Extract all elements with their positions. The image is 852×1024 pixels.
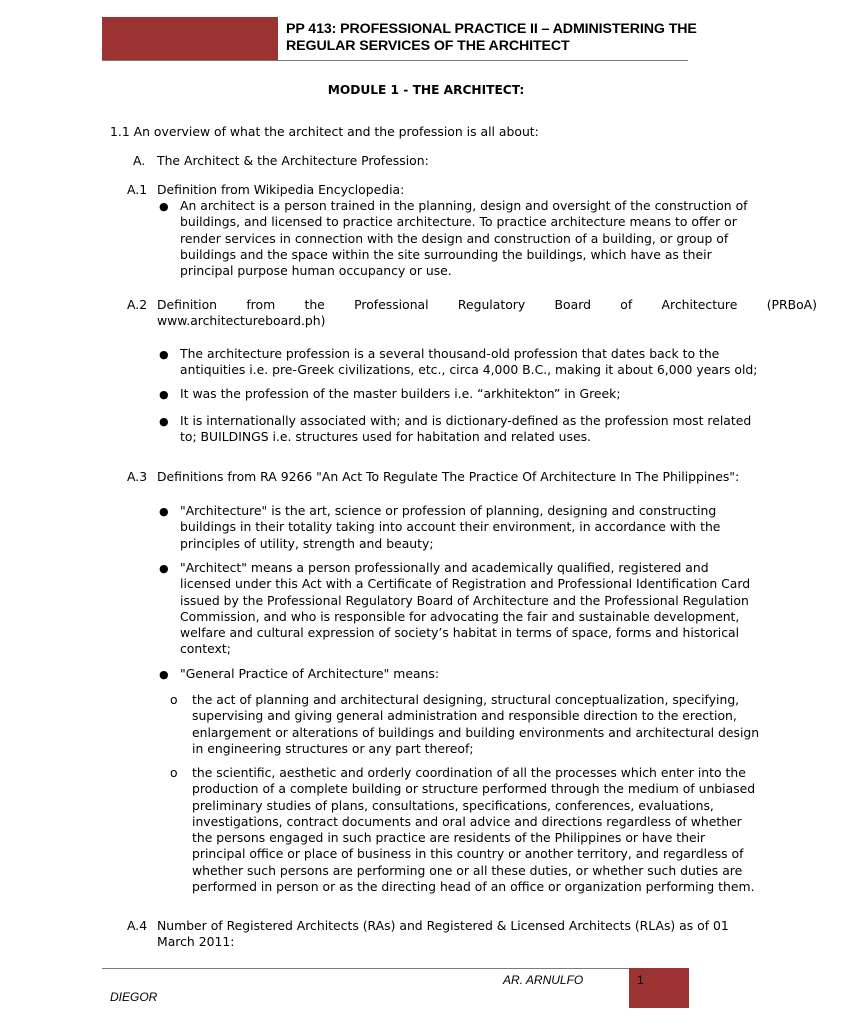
a1-label: A.1 bbox=[127, 182, 148, 197]
section-1-1-heading: 1.1 An overview of what the architect and the profession is all about: bbox=[110, 124, 539, 139]
word: Professional bbox=[354, 297, 429, 312]
sub-bullet-marker: o bbox=[170, 765, 178, 780]
bullet-icon: ● bbox=[159, 505, 169, 518]
a3-sub-bullet-1 bbox=[192, 692, 759, 757]
word: Board bbox=[554, 297, 591, 312]
text-line: An architect is a person trained in the planning, design and oversight of the construction of bbox=[180, 198, 748, 213]
bullet-icon: ● bbox=[159, 388, 169, 401]
a4-label: A.4 bbox=[127, 918, 148, 933]
text-line: the scientific, aesthetic and orderly coordination of all the processes which enter into the bbox=[192, 765, 746, 780]
course-title-line-2: REGULAR SERVICES OF THE ARCHITECT bbox=[286, 38, 570, 54]
bullet-icon: ● bbox=[159, 415, 169, 428]
course-title bbox=[286, 21, 706, 55]
text-line: The architecture profession is a several thousand-old profession that dates back to the bbox=[180, 346, 720, 361]
text-line: enlargement or alterations of buildings and building environments and architectural design bbox=[192, 724, 760, 740]
text-line: context; bbox=[180, 641, 231, 657]
word: Regulatory bbox=[457, 297, 526, 312]
page-number: 1 bbox=[637, 973, 644, 987]
header-divider bbox=[102, 60, 688, 61]
footer-divider bbox=[102, 968, 688, 969]
bullet-icon: ● bbox=[159, 562, 169, 575]
text-line: supervising and giving general administration and responsible direction to the erection, bbox=[192, 708, 737, 724]
word: (PRBoA) bbox=[766, 297, 817, 312]
a3-sub-bullet-2 bbox=[192, 765, 755, 895]
module-title: MODULE 1 - THE ARCHITECT: bbox=[327, 83, 525, 97]
text-line: buildings and the space within the site surrounding the buildings, which have as their bbox=[180, 246, 712, 262]
text-line: Number of Registered Architects (RAs) and Registered & Licensed Architects (RLAs) as of 01 bbox=[157, 918, 729, 933]
footer-author-right: AR. ARNULFO bbox=[503, 973, 584, 987]
text-line: antiquities i.e. pre-Greek civilizations, etc., circa 4,000 B.C., making it about 6,000 years old; bbox=[180, 362, 758, 378]
text-line: "Architect" means a person professionally and academically qualified, registered and bbox=[180, 560, 709, 575]
text-line: March 2011: bbox=[157, 934, 235, 950]
word: the bbox=[304, 297, 325, 312]
text-line: to; BUILDINGS i.e. structures used for habitation and related uses. bbox=[180, 429, 591, 445]
sub-a-heading: The Architect & the Architecture Profession: bbox=[157, 153, 429, 168]
a1-bullet-text bbox=[180, 198, 748, 279]
text-line: principal purpose human occupancy or use. bbox=[180, 263, 452, 279]
text-line: It is internationally associated with; and is dictionary-defined as the profession most related bbox=[180, 413, 752, 428]
a3-bullet-architect bbox=[180, 560, 750, 658]
a2-bullet-1 bbox=[180, 346, 757, 379]
word: Definition bbox=[157, 297, 217, 312]
a4-text bbox=[157, 918, 729, 951]
a3-heading: Definitions from RA 9266 "An Act To Regulate The Practice Of Architecture In The Philippines": bbox=[157, 469, 740, 484]
text-line: whether such persons are performing one or all these duties, or whether such duties are bbox=[192, 862, 743, 878]
a2-heading-line-2: www.architectureboard.ph) bbox=[157, 313, 326, 328]
text-line: buildings, and licensed to practice architecture. To practice architecture means to offer or bbox=[180, 214, 737, 230]
header-color-block bbox=[102, 17, 278, 60]
a3-label: A.3 bbox=[127, 469, 148, 484]
footer-author-left: DIEGOR bbox=[110, 990, 158, 1004]
text-line: welfare and cultural expression of society’s habitat in terms of space, forms and historical bbox=[180, 625, 740, 641]
a2-bullet-3 bbox=[180, 413, 751, 446]
a3-bullet-general-practice: "General Practice of Architecture" means: bbox=[180, 666, 440, 681]
text-line: in engineering structures or any part thereof; bbox=[192, 740, 474, 756]
text-line: issued by the Professional Regulatory Board of Architecture and the Professional Regulation bbox=[180, 592, 749, 608]
a3-bullet-architecture bbox=[180, 503, 720, 552]
text-line: investigations, contract documents and oral advice and directions regardless of whether bbox=[192, 813, 742, 829]
text-line: principal office or place of business in this country or another territory, and regardless of bbox=[192, 846, 744, 862]
text-line: buildings in their totality taking into account their environment, in accordance with the bbox=[180, 519, 721, 535]
bullet-icon: ● bbox=[159, 668, 169, 681]
sub-bullet-marker: o bbox=[170, 692, 178, 707]
a2-label: A.2 bbox=[127, 297, 148, 312]
text-line: "Architecture" is the art, science or profession of planning, designing and constructing bbox=[180, 503, 717, 518]
text-line: licensed under this Act with a Certificate of Registration and Professional Identification Card bbox=[180, 576, 751, 592]
text-line: render services in connection with the design and construction of a building, or group of bbox=[180, 230, 729, 246]
text-line: preliminary studies of plans, consultations, specifications, conferences, evaluations, bbox=[192, 797, 714, 813]
text-line: performed in person or as the directing head of an office or organization performing them. bbox=[192, 879, 755, 895]
text-line: principles of utility, strength and beauty; bbox=[180, 535, 434, 551]
word: of bbox=[620, 297, 633, 312]
text-line: the act of planning and architectural designing, structural conceptualization, specifying, bbox=[192, 692, 740, 707]
text-line: production of a complete building or structure performed through the medium of unbiased bbox=[192, 781, 756, 797]
a2-bullet-2: It was the profession of the master builders i.e. “arkhitekton” in Greek; bbox=[180, 386, 621, 401]
sub-a-label: A. bbox=[133, 153, 146, 168]
a2-heading-line-1 bbox=[157, 297, 817, 313]
word: Architecture bbox=[661, 297, 738, 312]
a1-heading: Definition from Wikipedia Encyclopedia: bbox=[157, 182, 405, 197]
word: from bbox=[246, 297, 276, 312]
bullet-icon: ● bbox=[159, 348, 169, 361]
text-line: Commission, and who is responsible for advocating the fair and sustainable development, bbox=[180, 608, 740, 624]
course-title-line-1: PP 413: PROFESSIONAL PRACTICE II – ADMINISTERING THE bbox=[286, 21, 697, 37]
text-line: the persons engaged in such practice are residents of the Philippines or have their bbox=[192, 830, 706, 846]
bullet-icon: ● bbox=[159, 200, 169, 213]
